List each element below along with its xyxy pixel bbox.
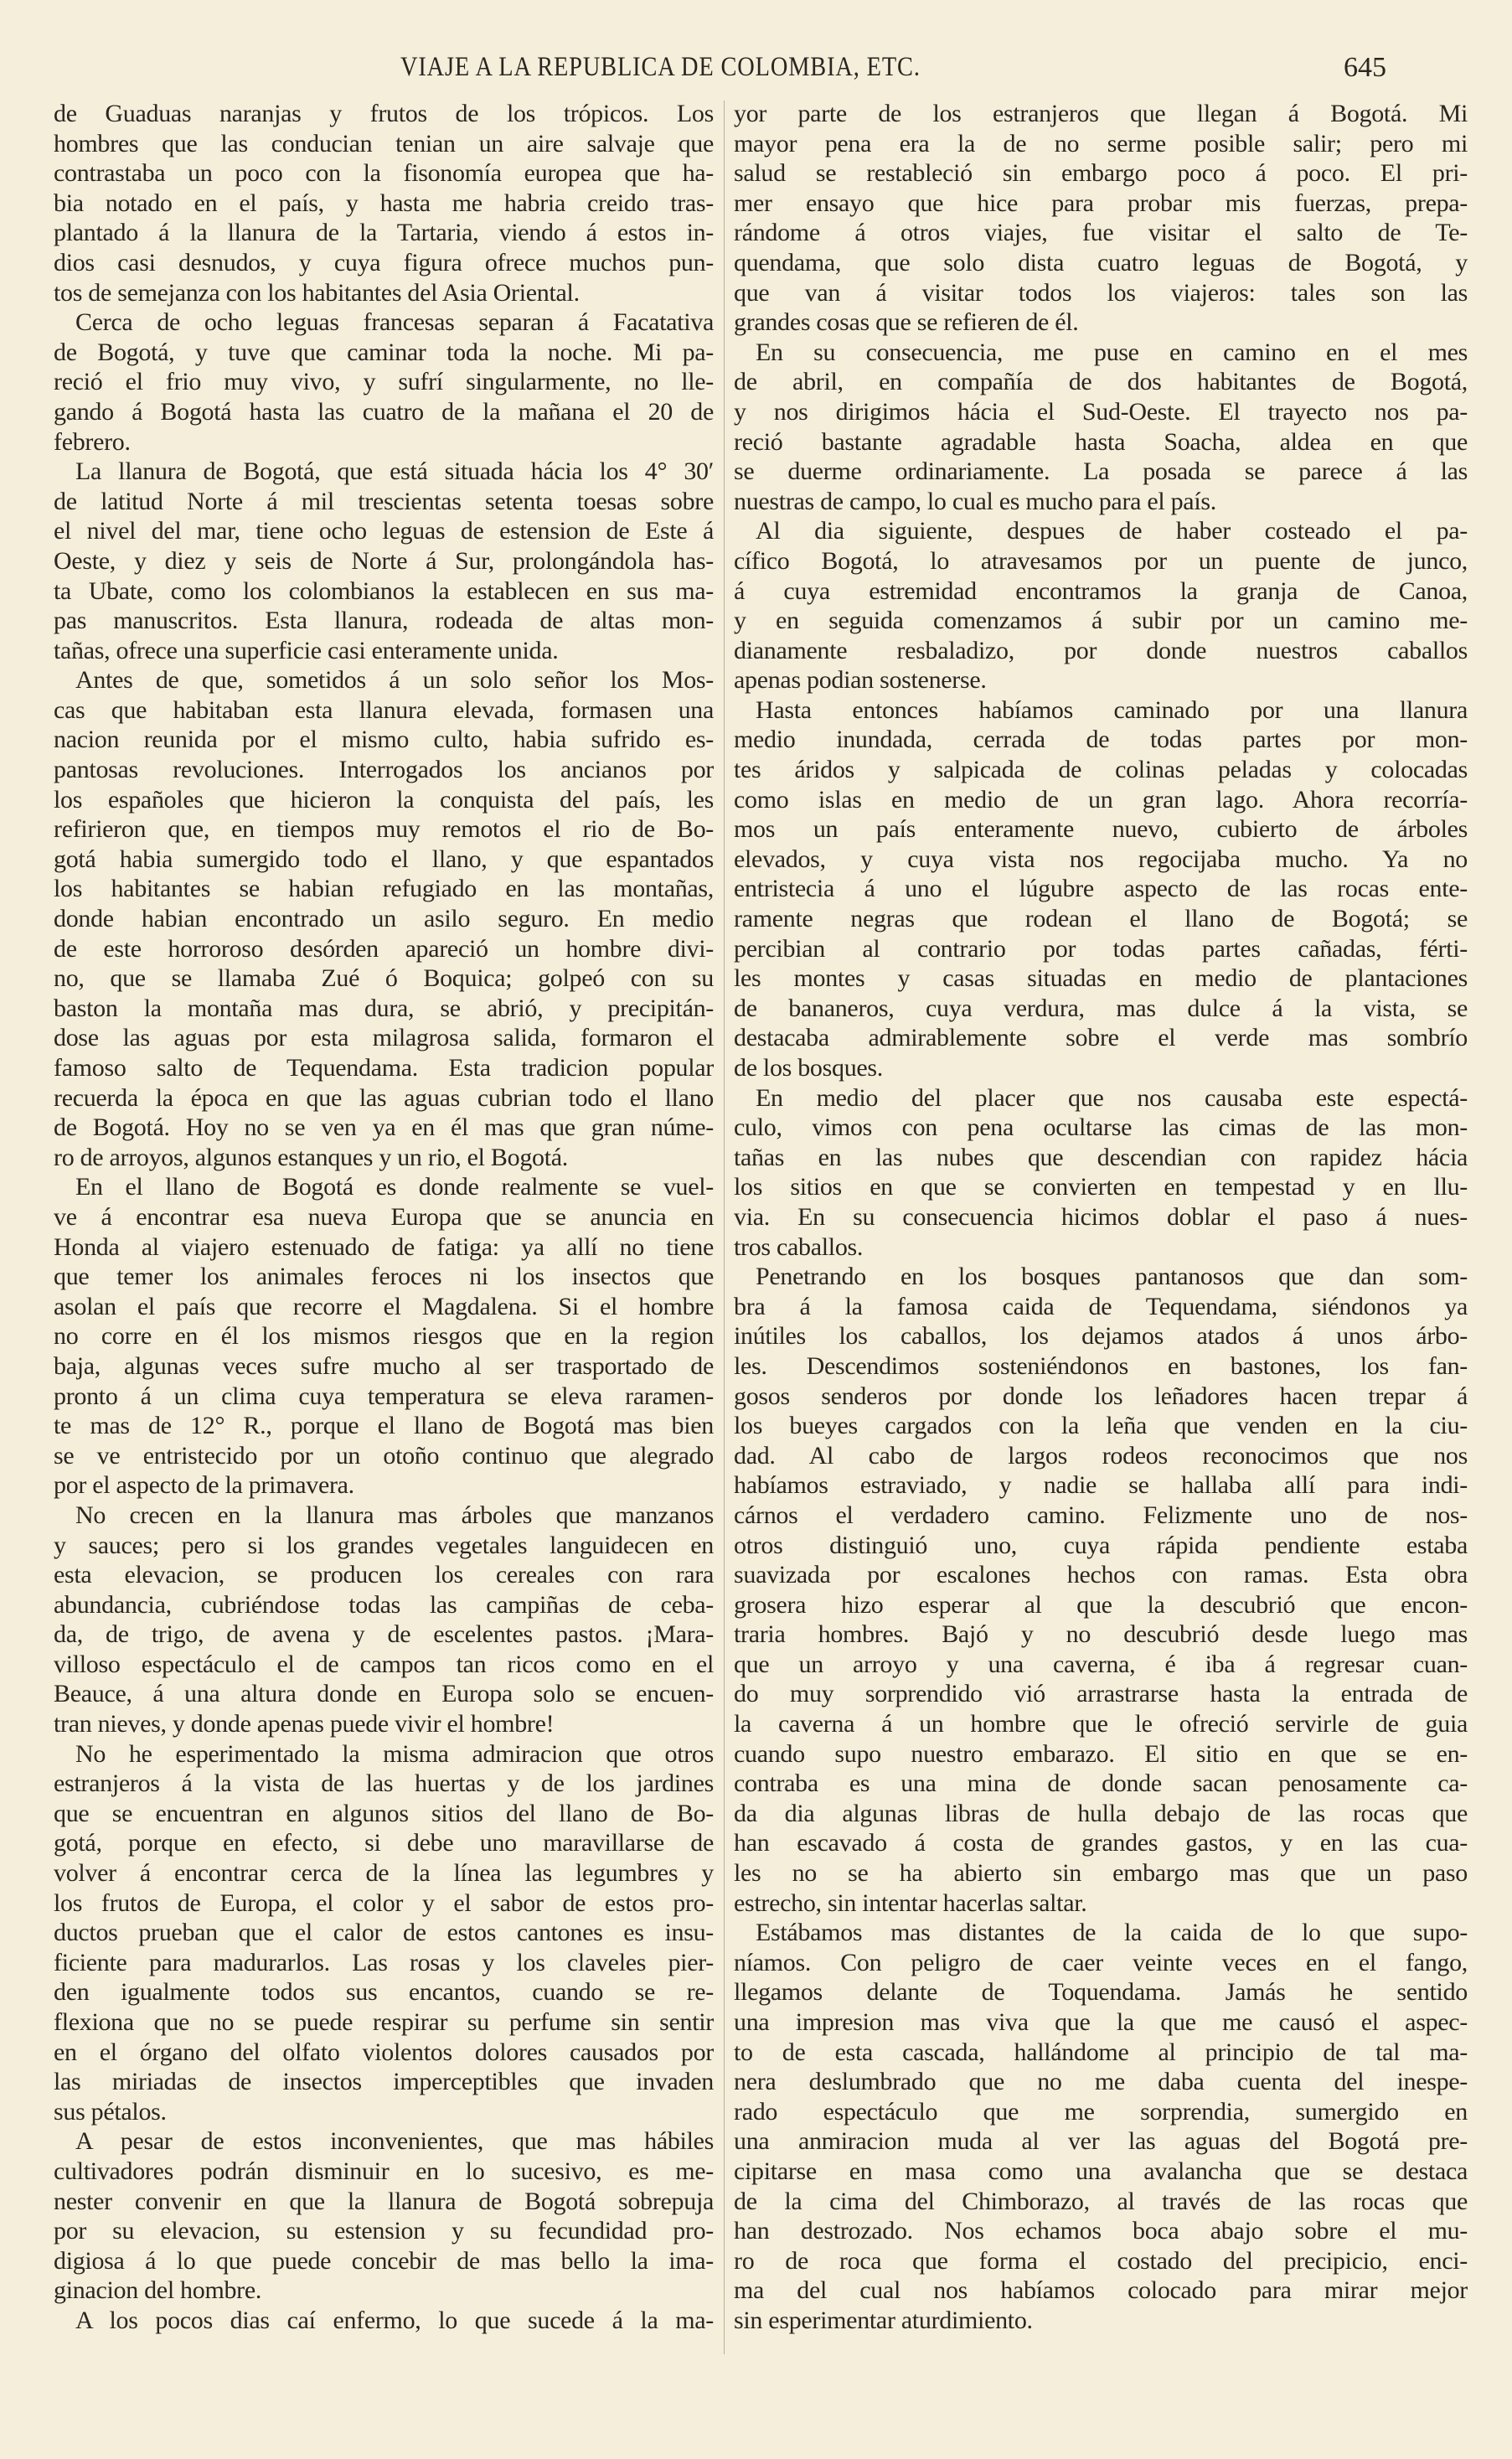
text-line: traria hombres. Bajó y no descubrió desde luego mas [734, 1620, 1468, 1649]
text-line: de la cima del Chimborazo, al través de las rocas que [734, 2187, 1468, 2215]
text-line: ductos prueban que el calor de estos cantones es insu- [54, 1919, 714, 1947]
paragraph [54, 1739, 714, 2127]
text-line: medio inundada, cerrada de todas partes por mon- [734, 726, 1468, 754]
text-line: rándome á otros viajes, fue visitar el salto de Te- [734, 219, 1468, 247]
text-line: níamos. Con peligro de caer veinte veces en el fango, [734, 1948, 1468, 1976]
text-line: cárnos el verdadero camino. Felizmente uno de nos- [734, 1501, 1468, 1529]
text-line: salud se restableció sin embargo poco á poco. El pri- [734, 159, 1468, 188]
text-line: tañas en las nubes que descendian con rapidez hácia [734, 1143, 1468, 1171]
text-line: se duerme ordinariamente. La posada se parece á las [734, 457, 1468, 486]
text-line: tros caballos. [734, 1232, 864, 1261]
text-line: recuerda la época en que las aguas cubrian todo el llano [54, 1083, 714, 1112]
text-line: contrastaba un poco con la fisonomía europea que ha- [54, 159, 714, 188]
text-line: cas que habitaban esta llanura elevada, formasen una [54, 695, 714, 724]
text-line: nester convenir en que la llanura de Bogotá sobrepuja [54, 2187, 714, 2215]
text-line: abundancia, cubriéndose todas las campiñas de ceba- [54, 1590, 714, 1619]
text-line: de abril, en compañía de dos habitantes de Bogotá, [734, 368, 1468, 396]
text-line: yor parte de los estranjeros que llegan á Bogotá. Mi [734, 100, 1468, 127]
text-line: contraba es una mina de donde sacan penosamente ca- [734, 1769, 1468, 1798]
left-column [54, 99, 714, 2336]
text-line: han destrozado. Nos echamos boca abajo sobre el mu- [734, 2217, 1468, 2245]
text-line: mos un país enteramente nuevo, cubierto de árboles [734, 815, 1468, 844]
text-line: llegamos delante de Toquendama. Jamás he sentido [734, 1978, 1468, 2007]
text-line: los habitantes se habian refugiado en las montañas, [54, 875, 714, 903]
text-line: las miriadas de insectos imperceptibles que invaden [54, 2068, 714, 2096]
text-line: los frutos de Europa, el color y el sabor de estos pro- [54, 1888, 714, 1917]
text-line: bia notado en el país, y hasta me habria creido tras- [54, 189, 714, 217]
text-line: por su elevacion, su estension y su fecundidad pro- [54, 2217, 714, 2245]
text-line: á cuya estremidad encontramos la granja de Canoa, [734, 576, 1468, 605]
text-line: de bananeros, cuya verdura, mas dulce á la vista, se [734, 994, 1468, 1022]
text-line: gando á Bogotá hasta las cuatro de la mañana el 20 de [54, 397, 714, 426]
text-line: de los bosques. [734, 1054, 883, 1082]
text-line: En medio del placer que nos causaba este espectá- [756, 1083, 1468, 1112]
right-column [734, 99, 1468, 2336]
text-line: volver á encontrar cerca de la línea las legumbres y [54, 1859, 714, 1888]
paragraph [54, 307, 714, 457]
paragraph [54, 99, 714, 307]
text-line: refirieron que, en tiempos muy remotos el rio de Bo- [54, 815, 714, 844]
text-line: y en seguida comenzamos á subir por un camino me- [734, 607, 1468, 635]
text-line: villoso espectáculo el de campos tan ricos como en el [54, 1650, 714, 1678]
text-line: no corre en él los mismos riesgos que en la region [54, 1322, 714, 1351]
text-line: los bueyes cargados con la leña que venden en la ciu- [734, 1412, 1468, 1440]
text-line: mer ensayo que hice para probar mis fuerzas, prepa- [734, 189, 1468, 217]
text-line: pas manuscritos. Esta llanura, rodeada de altas mon- [54, 607, 714, 635]
text-line: famoso salto de Tequendama. Esta tradicion popular [54, 1054, 714, 1082]
text-line: Al dia siguiente, despues de haber costeado el pa- [756, 517, 1468, 545]
running-header [0, 52, 1512, 89]
text-line: estranjeros á la vista de las huertas y de los jardines [54, 1769, 714, 1798]
paragraph [54, 2306, 714, 2336]
text-line: percibian al contrario por todas partes cañadas, férti- [734, 934, 1468, 963]
text-line: asolan el país que recorre el Magdalena. Si el hombre [54, 1292, 714, 1320]
text-line: pantosas revoluciones. Interrogados los ancianos por [54, 756, 714, 784]
text-line: den igualmente todos sus encantos, cuando se re- [54, 1978, 714, 2007]
text-line: tran nieves, y donde apenas puede vivir el hombre! [54, 1710, 555, 1738]
text-line: nacion reunida por el mismo culto, habia sufrido es- [54, 726, 714, 754]
text-line: via. En su consecuencia hicimos doblar el paso á nues- [734, 1202, 1468, 1231]
text-line: dios casi desnudos, y cuya figura ofrece muchos pun- [54, 248, 714, 276]
text-line: da, de trigo, de avena y de escelentes pastos. ¡Mara- [54, 1620, 714, 1649]
text-line: entristecia á uno el lúgubre aspecto de las rocas ente- [734, 875, 1468, 903]
text-line: to de esta cascada, hallándome al principio de tal ma- [734, 2038, 1468, 2066]
text-line: cultivadores podrán disminuir en lo sucesivo, es me- [54, 2157, 714, 2185]
text-line: Cerca de ocho leguas francesas separan á Facatativa [75, 308, 714, 337]
text-line: de este horroroso desórden apareció un hombre divi- [54, 934, 714, 963]
text-line: otros distinguió uno, cuya rápida pendiente estaba [734, 1531, 1468, 1559]
text-line: Beauce, á una altura donde en Europa solo se encuen- [54, 1680, 714, 1708]
page-number: 645 [1344, 52, 1386, 83]
text-line: Antes de que, sometidos á un solo señor los Mos- [75, 666, 714, 695]
text-line: una impresion mas viva que la que me causó el aspec- [734, 2008, 1468, 2036]
text-line: Penetrando en los bosques pantanosos que dan som- [756, 1263, 1468, 1291]
paragraph [734, 1262, 1468, 1918]
text-line: que se encuentran en algunos sitios del llano de Bo- [54, 1799, 714, 1827]
column-divider [724, 101, 725, 2354]
text-line: de Bogotá. Hoy no se ven ya en él mas que gran núme- [54, 1113, 714, 1142]
text-line: y nos dirigimos hácia el Sud-Oeste. El trayecto nos pa- [734, 397, 1468, 426]
text-line: donde habian encontrado un asilo seguro. En medio [54, 905, 714, 933]
text-line: tos de semejanza con los habitantes del Asia Oriental. [54, 278, 580, 307]
text-line: gosos senderos por donde los leñadores hacen trepar á [734, 1382, 1468, 1410]
text-line: cuando supo nuestro embarazo. El sitio en que se en- [734, 1739, 1468, 1768]
running-title: VIAJE A LA REPUBLICA DE COLOMBIA, ETC. [400, 52, 921, 82]
text-line: te mas de 12° R., porque el llano de Bogotá mas bien [54, 1412, 714, 1440]
text-line: y sauces; pero si los grandes vegetales languidecen en [54, 1531, 714, 1559]
text-line: ficiente para madurarlos. Las rosas y los claveles pier- [54, 1948, 714, 1976]
text-line: baston la montaña mas dura, se abrió, y precipitán- [54, 994, 714, 1022]
text-line: A los pocos dias caí enfermo, lo que sucede á la ma- [75, 2306, 714, 2334]
text-line: hombres que las conducian tenian un aire salvaje que [54, 129, 714, 158]
text-line: les montes y casas situadas en medio de plantaciones [734, 964, 1468, 993]
text-line: de Guaduas naranjas y frutos de los trópicos. Los [54, 100, 714, 127]
text-line: digiosa á lo que puede concebir de mas bello la ima- [54, 2246, 714, 2275]
text-line: ve á encontrar esa nueva Europa que se anuncia en [54, 1202, 714, 1231]
text-line: ma del cual nos habíamos colocado para mirar mejor [734, 2276, 1468, 2305]
paragraph [54, 665, 714, 1172]
text-line: el nivel del mar, tiene ocho leguas de estension de Este á [54, 517, 714, 545]
text-line: habíamos estraviado, y nadie se hallaba allí para indi- [734, 1471, 1468, 1500]
text-line: sin esperimentar aturdimiento. [734, 2306, 1033, 2334]
text-line: destacaba admirablemente sobre el verde mas sombrío [734, 1024, 1468, 1052]
paragraph [734, 695, 1468, 1083]
text-line: A pesar de estos inconvenientes, que mas hábiles [75, 2127, 714, 2156]
text-line: No crecen en la llanura mas árboles que manzanos [75, 1501, 714, 1529]
text-line: grosera hizo esperar al que la descubrió que encon- [734, 1590, 1468, 1619]
text-line: baja, algunas veces sufre mucho al ser trasportado de [54, 1351, 714, 1380]
paragraph [54, 2126, 714, 2306]
text-line: do muy sorprendido vió arrastrarse hasta la entrada de [734, 1680, 1468, 1708]
text-line: sus pétalos. [54, 2097, 167, 2126]
text-line: los españoles que hicieron la conquista del país, les [54, 785, 714, 814]
paragraph [734, 338, 1468, 517]
text-line: bra á la famosa caida de Tequendama, siéndonos ya [734, 1292, 1468, 1320]
text-line: los sitios en que se convierten en tempestad y en llu- [734, 1173, 1468, 1201]
text-line: Honda al viajero estenuado de fatiga: ya allí no tiene [54, 1232, 714, 1261]
text-line: inútiles los caballos, los dejamos atados á unos árbo- [734, 1322, 1468, 1351]
text-line: ro de roca que forma el costado del precipicio, enci- [734, 2246, 1468, 2275]
text-line: gotá habia sumergido todo el llano, y que espantados [54, 845, 714, 873]
paragraph [734, 99, 1468, 338]
text-line: En su consecuencia, me puse en camino en el mes [756, 338, 1468, 366]
paragraph [54, 457, 714, 665]
text-line: tes áridos y salpicada de colinas peladas y colocadas [734, 756, 1468, 784]
text-line: rado espectáculo que me sorprendia, sumergido en [734, 2097, 1468, 2126]
text-line: dose las aguas por esta milagrosa salida, formaron el [54, 1024, 714, 1052]
text-line: La llanura de Bogotá, que está situada hácia los 4° 30′ [75, 457, 714, 486]
text-line: de latitud Norte á mil trescientas setenta toesas sobre [54, 487, 714, 515]
paragraph [54, 1501, 714, 1739]
text-line: en el órgano del olfato violentos dolores causados por [54, 2038, 714, 2066]
text-line: reció el frio muy vivo, y sufrí singularmente, no lle- [54, 368, 714, 396]
text-line: que un arroyo y una caverna, é iba á regresar cuan- [734, 1650, 1468, 1678]
text-line: plantado á la llanura de la Tartaria, viendo á estos in- [54, 219, 714, 247]
text-line: como islas en medio de un gran lago. Ahora recorría- [734, 785, 1468, 814]
text-line: ramente negras que rodean el llano de Bogotá; se [734, 905, 1468, 933]
text-line: suavizada por escalones hechos con ramas. Esta obra [734, 1561, 1468, 1589]
text-line: ro de arroyos, algunos estanques y un rio, el Bogotá. [54, 1143, 568, 1171]
text-line: elevados, y cuya vista nos regocijaba mucho. Ya no [734, 845, 1468, 873]
text-line: que temer los animales feroces ni los insectos que [54, 1263, 714, 1291]
text-line: cipitarse en masa como una avalancha que se destaca [734, 2157, 1468, 2185]
text-line: No he esperimentado la misma admiracion que otros [75, 1739, 714, 1768]
paragraph [54, 1172, 714, 1501]
text-line: que van á visitar todos los viajeros: tales son las [734, 278, 1468, 307]
text-line: les. Descendimos sosteniéndonos en bastones, los fan- [734, 1351, 1468, 1380]
text-line: dianamente resbaladizo, por donde nuestros caballos [734, 636, 1468, 664]
text-line: les no se ha abierto sin embargo mas que un paso [734, 1859, 1468, 1888]
text-line: esta elevacion, se producen los cereales con rara [54, 1561, 714, 1589]
text-line: gotá, porque en efecto, si debe uno maravillarse de [54, 1829, 714, 1857]
text-line: pronto á un clima cuya temperatura se eleva raramen- [54, 1382, 714, 1410]
text-line: nuestras de campo, lo cual es mucho para el país. [734, 487, 1216, 515]
text-line: En el llano de Bogotá es donde realmente se vuel- [75, 1173, 714, 1201]
paragraph [734, 516, 1468, 695]
text-line: culo, vimos con pena ocultarse las cimas de las mon- [734, 1113, 1468, 1142]
text-line: se ve entristecido por un otoño continuo que alegrado [54, 1441, 714, 1470]
text-line: no, que se llamaba Zué ó Boquica; golpeó con su [54, 964, 714, 993]
text-line: una anmiracion muda al ver las aguas del Bogotá pre- [734, 2127, 1468, 2156]
text-line: Oeste, y diez y seis de Norte á Sur, prolongándola has- [54, 546, 714, 575]
text-line: grandes cosas que se refieren de él. [734, 308, 1079, 337]
text-line: flexiona que no se puede respirar su perfume sin sentir [54, 2008, 714, 2036]
text-line: cífico Bogotá, lo atravesamos por un puente de junco, [734, 546, 1468, 575]
text-line: febrero. [54, 427, 131, 456]
text-line: apenas podian sostenerse. [734, 666, 987, 695]
text-line: estrecho, sin intentar hacerlas saltar. [734, 1888, 1087, 1917]
text-line: ginacion del hombre. [54, 2276, 262, 2305]
text-line: quendama, que solo dista cuatro leguas de Bogotá, y [734, 248, 1468, 276]
text-line: de Bogotá, y tuve que caminar toda la noche. Mi pa- [54, 338, 714, 366]
text-line: nera deslumbrado que no me daba cuenta del inespe- [734, 2068, 1468, 2096]
text-line: Estábamos mas distantes de la caida de lo que supo- [756, 1919, 1468, 1947]
text-line: han escavado á costa de grandes gastos, y en las cua- [734, 1829, 1468, 1857]
paragraph [734, 1918, 1468, 2335]
text-line: ta Ubate, como los colombianos la establecen en sus ma- [54, 576, 714, 605]
text-line: la caverna á un hombre que le ofreció servirle de guia [734, 1710, 1468, 1738]
text-line: tañas, ofrece una superficie casi enteramente unida. [54, 636, 559, 664]
text-line: da dia algunas libras de hulla debajo de las rocas que [734, 1799, 1468, 1827]
text-line: reció bastante agradable hasta Soacha, aldea en que [734, 427, 1468, 456]
text-line: Hasta entonces habíamos caminado por una llanura [756, 695, 1468, 724]
paragraph [734, 1083, 1468, 1263]
text-line: por el aspecto de la primavera. [54, 1471, 354, 1500]
text-line: dad. Al cabo de largos rodeos reconocimos que nos [734, 1441, 1468, 1470]
text-line: mayor pena era la de no serme posible salir; pero mi [734, 129, 1468, 158]
